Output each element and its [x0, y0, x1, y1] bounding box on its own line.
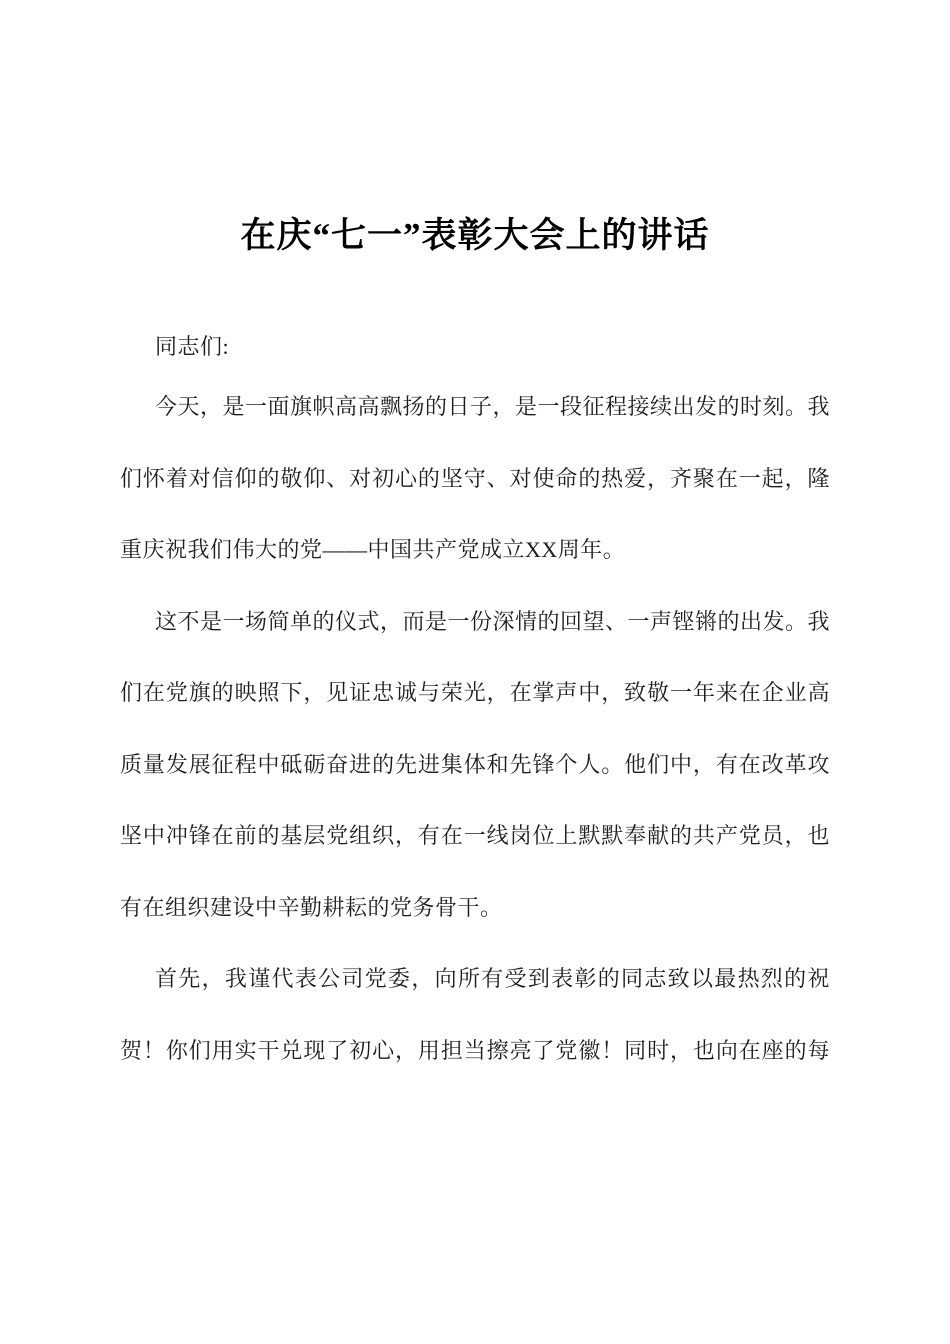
text-line: 坚中冲锋在前的基层党组织，有在一线岗位上默默奉献的共产党员，也	[120, 823, 830, 848]
text-line: 们在党旗的映照下，见证忠诚与荣光，在掌声中，致敬一年来在企业高	[120, 680, 830, 705]
paragraph	[120, 586, 830, 944]
text-line: 贺！你们用实干兑现了初心，用担当擦亮了党徽！同时，也向在座的每	[120, 1037, 830, 1063]
text-line: 今天，是一面旗帜高高飘扬的日子，是一段征程接续出发的时刻。我	[155, 394, 831, 419]
text-line: 首先，我谨代表公司党委，向所有受到表彰的同志致以最热烈的祝	[155, 966, 830, 991]
document-title: 在庆“七一”表彰大会上的讲话	[240, 216, 710, 255]
text-line: 有在组织建设中辛勤耕耘的党务骨干。	[120, 894, 503, 920]
text-line: 这不是一场简单的仪式，而是一份深情的回望、一声铿锵的出发。我	[155, 608, 831, 634]
text-line: 质量发展征程中砥砺奋进的先进集体和先锋个人。他们中，有在改革攻	[120, 751, 830, 777]
paragraph	[120, 371, 830, 586]
salutation: 同志们:	[155, 334, 230, 359]
text-line: 重庆祝我们伟大的党——中国共产党成立XX周年。	[120, 537, 626, 562]
text-line: 们怀着对信仰的敬仰、对初心的坚守、对使命的热爱，齐聚在一起，隆	[120, 465, 830, 491]
paragraph	[120, 943, 830, 1086]
